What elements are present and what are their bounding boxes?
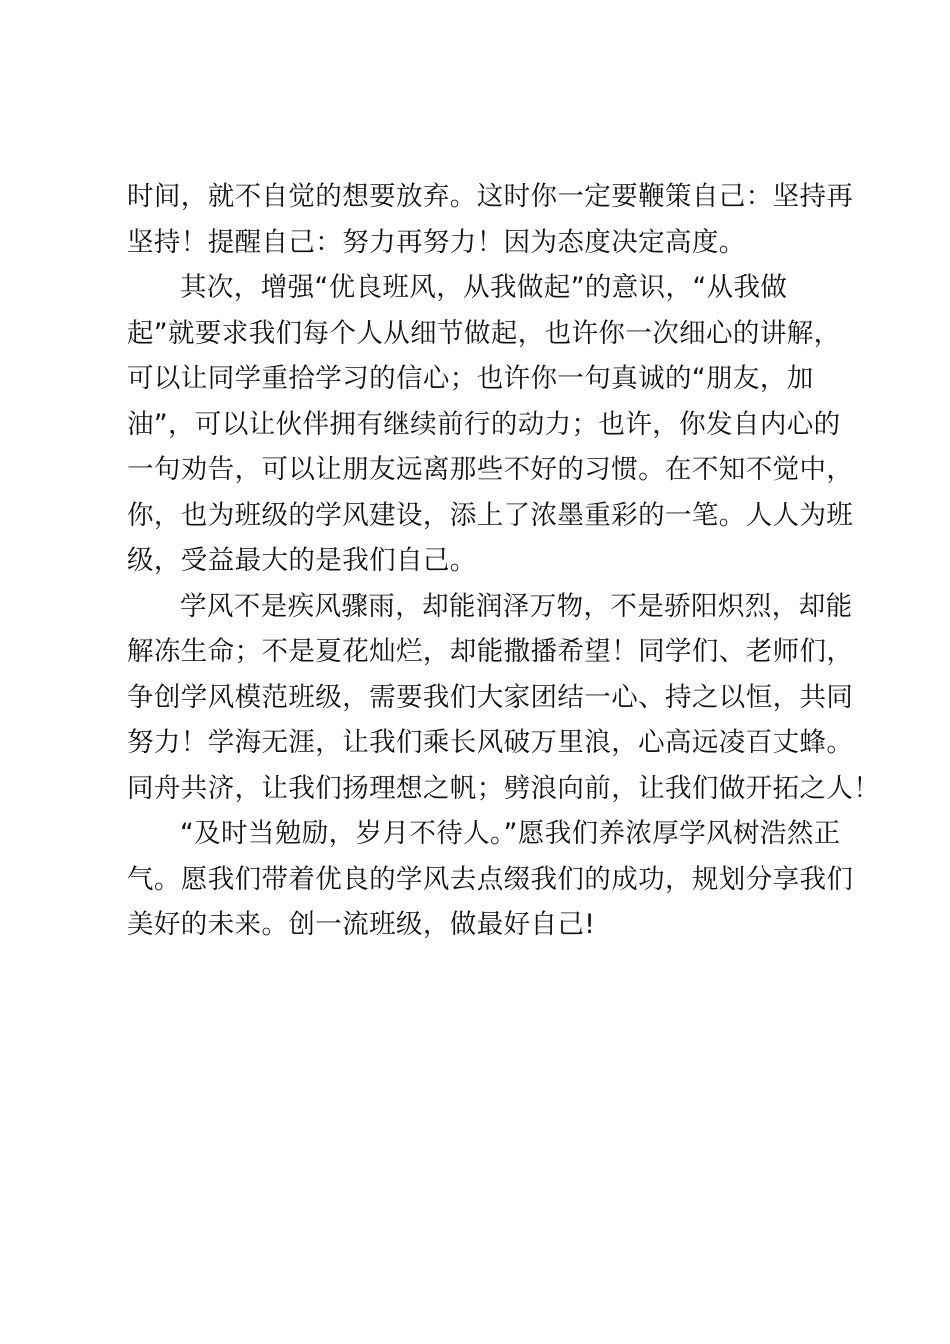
paragraph-start-line: 其次，增强“优良班风，从我做起”的意识，“从我做 <box>180 272 788 303</box>
text-line: 努力！学海无涯，让我们乘长风破万里浪，心高远凌百丈蜂。 <box>127 727 854 758</box>
text-line: 起”就要求我们每个人从细节做起，也许你一次细心的讲解， <box>127 317 841 349</box>
text-line: 一句劝告，可以让朋友远离那些不好的习惯。在不知不觉中， <box>127 454 854 485</box>
text-line: 级，受益最大的是我们自己。 <box>127 545 477 576</box>
paragraph-start-line: “及时当勉励，岁月不待人。”愿我们养浓厚学风树浩然正 <box>180 818 841 849</box>
text-line: 美好的未来。创一流班级，做最好自己! <box>127 909 596 940</box>
text-line: 油”，可以让伙伴拥有继续前行的动力；也许，你发自内心的 <box>127 408 841 440</box>
text-line: 你，也为班级的学风建设，添上了浓墨重彩的一笔。人人为班 <box>127 499 854 531</box>
text-line: 同舟共济，让我们扬理想之帆；劈浪向前，让我们做开拓之人！ <box>127 772 881 804</box>
text-line: 解冻生命；不是夏花灿烂，却能撒播希望！同学们、老师们， <box>127 636 854 667</box>
text-line: 气。愿我们带着优良的学风去点缀我们的成功，规划分享我们 <box>127 863 854 895</box>
text-line: 争创学风模范班级，需要我们大家团结一心、持之以恒，共同 <box>127 681 854 713</box>
paragraph-start-line: 学风不是疾风骤雨，却能润泽万物，不是骄阳炽烈，却能 <box>180 590 853 622</box>
text-line: 坚持！提醒自己：努力再努力！因为态度决定高度。 <box>127 226 746 258</box>
text-line: 时间，就不自觉的想要放弃。这时你一定要鞭策自己：坚持再 <box>127 181 854 212</box>
text-line: 可以让同学重拾学习的信心；也许你一句真诚的“朋友，加 <box>127 363 814 394</box>
document-body <box>127 174 881 948</box>
